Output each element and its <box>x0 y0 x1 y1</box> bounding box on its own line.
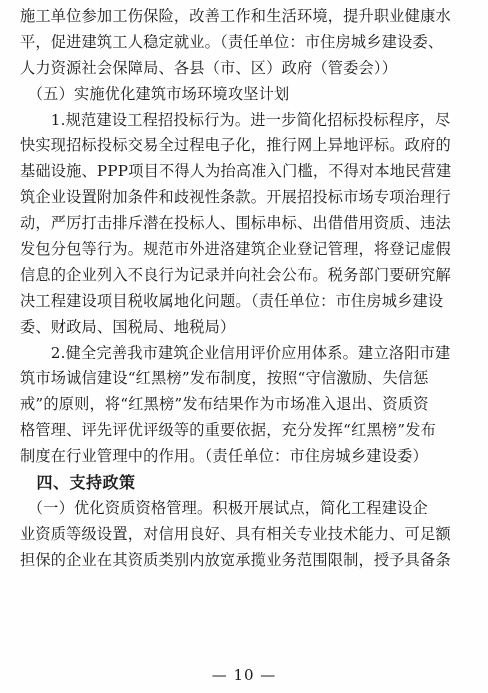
text-line: 人力资源社会保障局、各县（市、区）政府（管委会）） <box>20 58 398 77</box>
text-line: 格管理、评先评优评级等的重要依据，充分发挥“红黑榜”发布 <box>20 421 437 440</box>
text-line: 担保的企业在其资质类别内放宽承揽业务范围限制，授予具备条 <box>20 550 451 569</box>
text-line: 业资质等级设置，对信用良好、具有相关专业技术能力、可足额 <box>20 524 451 543</box>
text-line: 平，促进建筑工人稳定就业。（责任单位：市住房城乡建设委、 <box>20 32 444 51</box>
text-line: 1.规范建设工程招投标行为。进一步简化招标投标程序，尽 <box>20 110 451 129</box>
section-heading: 四、支持政策 <box>20 473 136 493</box>
text-line: （一）优化资质资格管理。积极开展试点，简化工程建设企 <box>20 498 428 517</box>
text-line: 筑市场诚信建设“红黑榜”发布制度，按照“守信激励、失信惩 <box>20 369 429 388</box>
section-subheading: （五）实施优化建筑市场环境攻坚计划 <box>20 84 290 103</box>
text-line: 发包分包等行为。规范市外进洛建筑企业登记管理，将登记虚假 <box>20 240 451 259</box>
text-line: 信息的企业列入不良行为记录并向社会公布。税务部门要研究解 <box>20 265 451 284</box>
text-line: 2.健全完善我市建筑企业信用评价应用体系。建立洛阳市建 <box>20 343 451 362</box>
text-line: 决工程建设项目税收属地化问题。（责任单位：市住房城乡建设 <box>20 291 444 310</box>
text-line: 筑企业设置附加条件和歧视性条款。开展招投标市场专项治理行 <box>20 188 451 207</box>
text-line: 施工单位参加工伤保险，改善工作和生活环境，提升职业健康水 <box>20 7 451 25</box>
text-line: 基础设施、PPP项目不得人为抬高准入门槛，不得对本地民营建 <box>20 162 452 181</box>
text-line: 快实现招标投标交易全过程电子化，推行网上异地评标。政府的 <box>20 136 451 155</box>
text-line: 戒”的原则，将“红黑榜”发布结果作为市场准入退出、资质资 <box>20 395 429 414</box>
text-line: 动，严厉打击排斥潜在投标人、围标串标、出借借用资质、违法 <box>20 214 451 233</box>
text-line: 委、财政局、国税局、地税局） <box>20 317 236 336</box>
text-line: 制度在行业管理中的作用。（责任单位：市住房城乡建设委） <box>20 447 428 466</box>
body-text <box>20 4 472 574</box>
page-number: — 10 — <box>211 666 277 684</box>
